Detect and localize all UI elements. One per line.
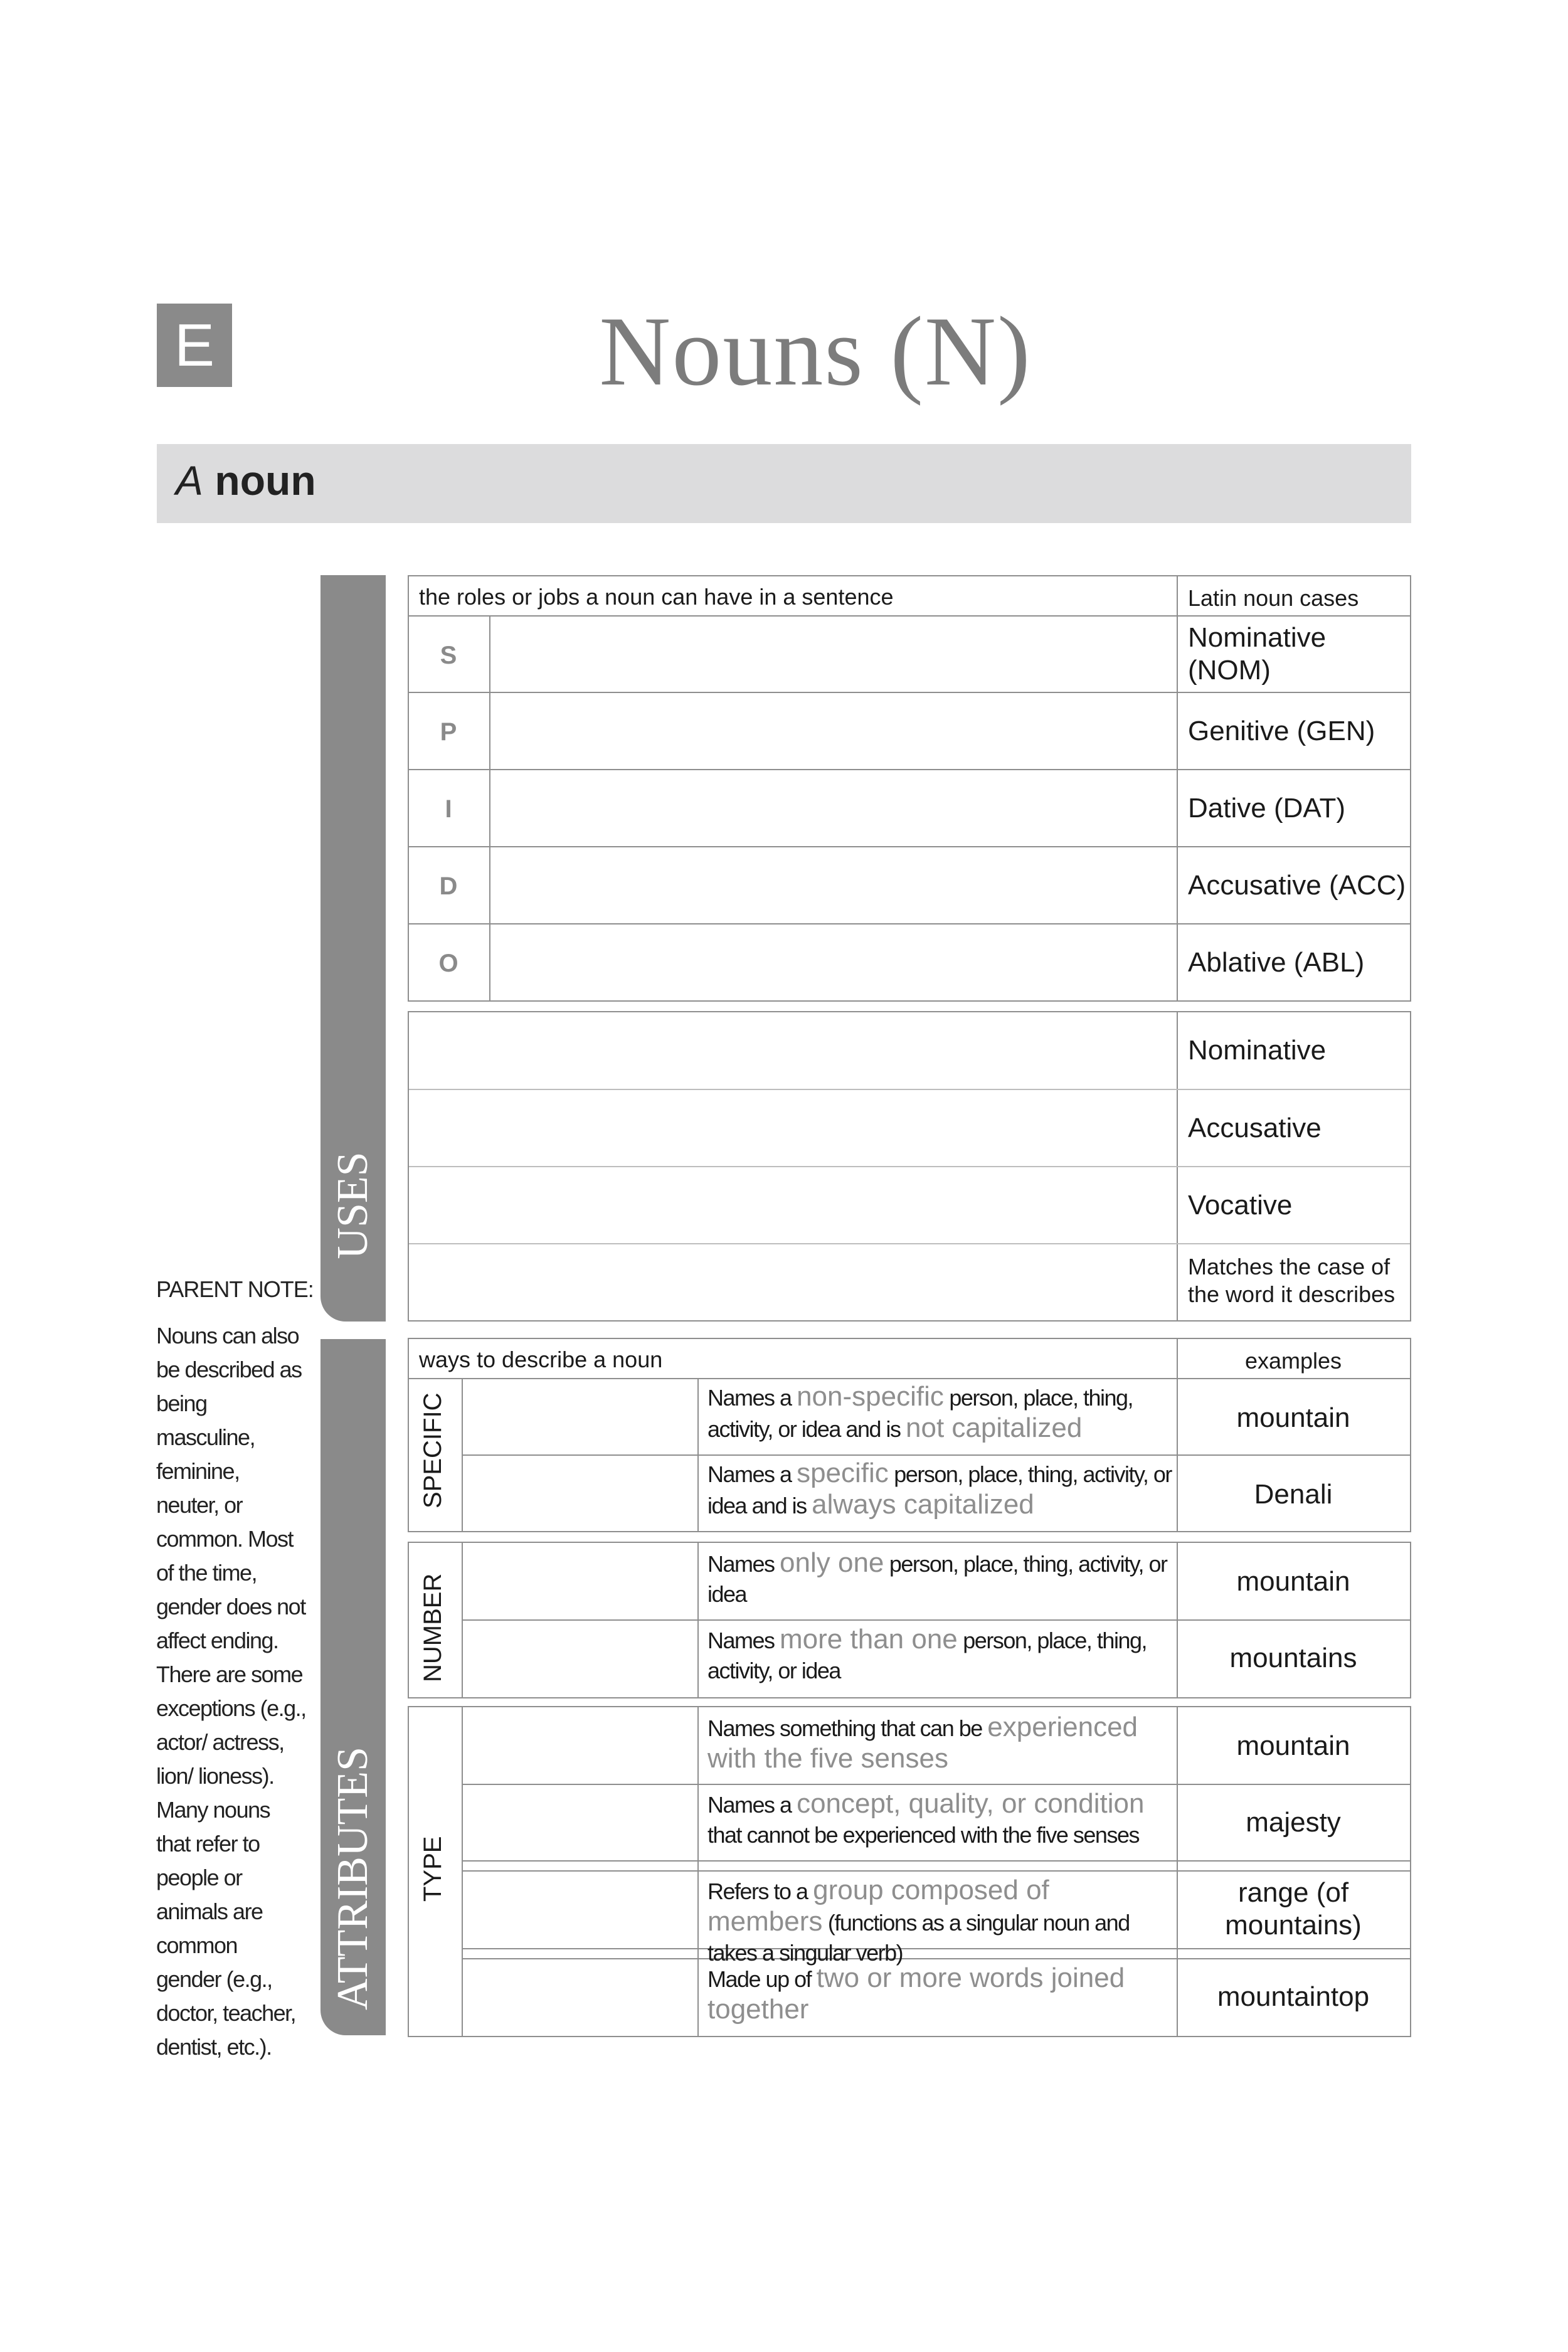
desc-specific: Names a specific person, place, thing, activity, or idea and is always capitalized <box>707 1458 1172 1520</box>
attributes-tab-label: ATTRIBUTES <box>329 1747 377 2010</box>
parent-note-label: PARENT NOTE: <box>156 1276 314 1302</box>
section-letter-badge: E <box>157 304 232 387</box>
case-accusative: Accusative <box>1188 1113 1322 1143</box>
attributes-type-table <box>408 1706 1411 2037</box>
case-nominative-nom: Nominative (NOM) <box>1188 622 1327 686</box>
example-range: range (of mountains) <box>1225 1877 1362 1941</box>
uses-tab-label: USES <box>329 1152 377 1259</box>
case-accusative-acc: Accusative (ACC) <box>1188 870 1406 901</box>
banner-word: noun <box>215 457 316 504</box>
attributes-specific-table <box>408 1338 1411 1532</box>
uses-header-left: the roles or jobs a noun can have in a sentence <box>419 584 894 610</box>
parent-note-text: Nouns can also be described as being masculine, feminine, neuter, or common. Most of the time, gender does not affect ending. There are some exceptions (e.g., actor/ actress, lion/ lioness). Many nouns that refer to people or animals are common gender (e.g., doctor, teacher, dentist, etc.). <box>156 1323 306 2060</box>
example-mountain-1: mountain <box>1236 1402 1350 1433</box>
attributes-number-table <box>408 1542 1411 1698</box>
case-nominative: Nominative <box>1188 1035 1327 1066</box>
desc-compound: Made up of two or more words joined together <box>707 1963 1125 2025</box>
desc-only-one: Names only one person, place, thing, activity, or idea <box>707 1547 1167 1607</box>
uses-tab <box>320 575 386 1322</box>
case-genitive: Genitive (GEN) <box>1188 716 1375 746</box>
row-letter-d: D <box>439 872 458 900</box>
case-dative: Dative (DAT) <box>1188 793 1345 824</box>
case-matches: Matches the case of the word it describes <box>1188 1254 1396 1307</box>
desc-concrete: Names something that can be experienced with the five senses <box>707 1712 1138 1774</box>
row-letter-p: P <box>440 718 457 746</box>
example-denali: Denali <box>1254 1479 1333 1510</box>
number-label: NUMBER <box>419 1573 447 1682</box>
type-label: TYPE <box>419 1836 447 1902</box>
uses-other-table <box>408 1011 1411 1322</box>
attributes-header-right: examples <box>1244 1348 1342 1374</box>
example-mountain-2: mountain <box>1236 1566 1350 1597</box>
attributes-tab <box>320 1339 386 2035</box>
case-ablative: Ablative (ABL) <box>1188 947 1365 978</box>
banner-text <box>176 457 316 504</box>
example-mountaintop: mountaintop <box>1217 1981 1370 2012</box>
banner-article: A <box>176 457 204 504</box>
row-letter-i: I <box>445 795 452 823</box>
uses-header-right: Latin noun cases <box>1188 585 1359 611</box>
row-letter-s: S <box>440 642 457 669</box>
example-mountains: mountains <box>1229 1643 1357 1673</box>
row-letter-o: O <box>438 950 458 977</box>
desc-more-than-one: Names more than one person, place, thing, activity, or idea <box>707 1624 1147 1683</box>
desc-abstract: Names a concept, quality, or condition that cannot be experienced with the five senses <box>707 1788 1145 1848</box>
example-majesty: majesty <box>1246 1807 1341 1838</box>
attributes-header-left: ways to describe a noun <box>419 1347 663 1372</box>
uses-cases-table <box>408 575 1411 1002</box>
case-vocative: Vocative <box>1188 1190 1293 1221</box>
example-mountain-3: mountain <box>1236 1730 1350 1761</box>
desc-collective: Refers to a group composed of members (functions as a singular noun and takes a singular verb) <box>707 1875 1130 1966</box>
desc-non-specific: Names a non-specific person, place, thing, activity, or idea and is not capitalized <box>707 1381 1133 1443</box>
definition-banner <box>157 444 1411 523</box>
page-title: Nouns (N) <box>599 297 1032 406</box>
specific-label: SPECIFIC <box>419 1392 447 1508</box>
